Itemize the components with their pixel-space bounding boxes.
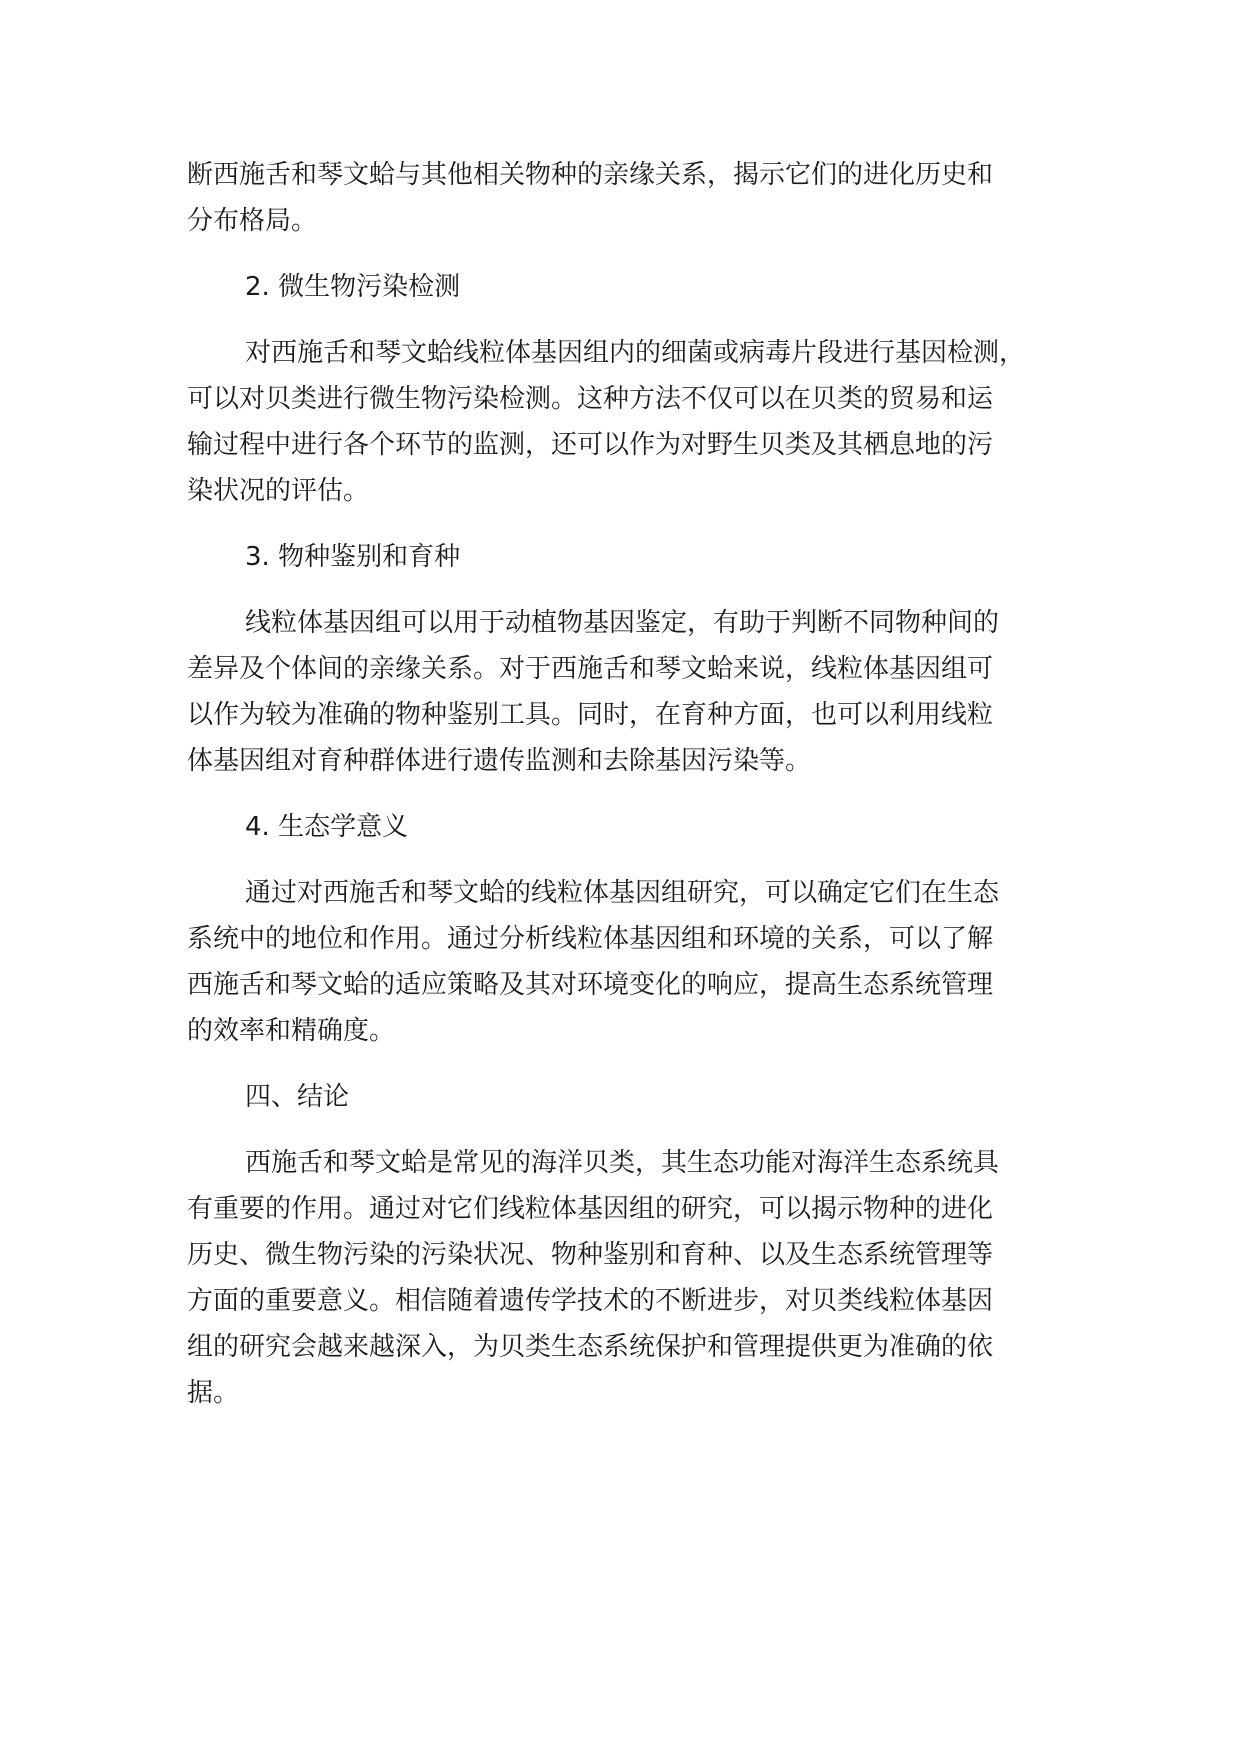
section-heading-ecological-significance bbox=[187, 804, 1079, 850]
text-line: 可以对贝类进行微生物污染检测。这种方法不仅可以在贝类的贸易和运 bbox=[187, 384, 994, 414]
document-body bbox=[187, 152, 1079, 1416]
paragraph-species-identification bbox=[187, 600, 1079, 784]
text-line: 以作为较为准确的物种鉴别工具。同时，在育种方面，也可以利用线粒 bbox=[187, 700, 994, 730]
text-line: 对西施舌和琴文蛤线粒体基因组内的细菌或病毒片段进行基因检测， bbox=[245, 338, 1026, 368]
paragraph-microbial-detection bbox=[187, 330, 1079, 514]
text-line: 组的研究会越来越深入，为贝类生态系统保护和管理提供更为准确的依 bbox=[187, 1332, 994, 1362]
text-line: 断西施舌和琴文蛤与其他相关物种的亲缘关系，揭示它们的进化历史和 bbox=[187, 160, 994, 190]
heading-text: 4. 生态学意义 bbox=[245, 812, 409, 842]
section-heading-microbial-detection bbox=[187, 264, 1079, 310]
text-line: 线粒体基因组可以用于动植物基因鉴定，有助于判断不同物种间的 bbox=[245, 608, 1000, 638]
text-line: 有重要的作用。通过对它们线粒体基因组的研究，可以揭示物种的进化 bbox=[187, 1194, 994, 1224]
heading-text: 四、结论 bbox=[245, 1082, 350, 1112]
paragraph-continuation bbox=[187, 152, 1079, 244]
heading-text: 3. 物种鉴别和育种 bbox=[245, 542, 461, 572]
text-line: 系统中的地位和作用。通过分析线粒体基因组和环境的关系，可以了解 bbox=[187, 924, 994, 954]
text-line: 通过对西施舌和琴文蛤的线粒体基因组研究，可以确定它们在生态 bbox=[245, 878, 1000, 908]
paragraph-conclusion bbox=[187, 1140, 1079, 1416]
text-line: 的效率和精确度。 bbox=[187, 1016, 396, 1046]
section-heading-species-identification bbox=[187, 534, 1079, 580]
text-line: 输过程中进行各个环节的监测，还可以作为对野生贝类及其栖息地的污 bbox=[187, 430, 994, 460]
text-line: 染状况的评估。 bbox=[187, 476, 370, 506]
text-line: 分布格局。 bbox=[187, 206, 318, 236]
heading-text: 2. 微生物污染检测 bbox=[245, 272, 461, 302]
paragraph-ecological-significance bbox=[187, 870, 1079, 1054]
text-line: 历史、微生物污染的污染状况、物种鉴别和育种、以及生态系统管理等 bbox=[187, 1240, 994, 1270]
text-line: 西施舌和琴文蛤的适应策略及其对环境变化的响应，提高生态系统管理 bbox=[187, 970, 994, 1000]
text-line: 据。 bbox=[187, 1378, 240, 1408]
text-line: 方面的重要意义。相信随着遗传学技术的不断进步，对贝类线粒体基因 bbox=[187, 1286, 994, 1316]
text-line: 西施舌和琴文蛤是常见的海洋贝类，其生态功能对海洋生态系统具 bbox=[245, 1148, 1000, 1178]
section-heading-conclusion bbox=[187, 1074, 1079, 1120]
text-line: 差异及个体间的亲缘关系。对于西施舌和琴文蛤来说，线粒体基因组可 bbox=[187, 654, 994, 684]
text-line: 体基因组对育种群体进行遗传监测和去除基因污染等。 bbox=[187, 746, 812, 776]
